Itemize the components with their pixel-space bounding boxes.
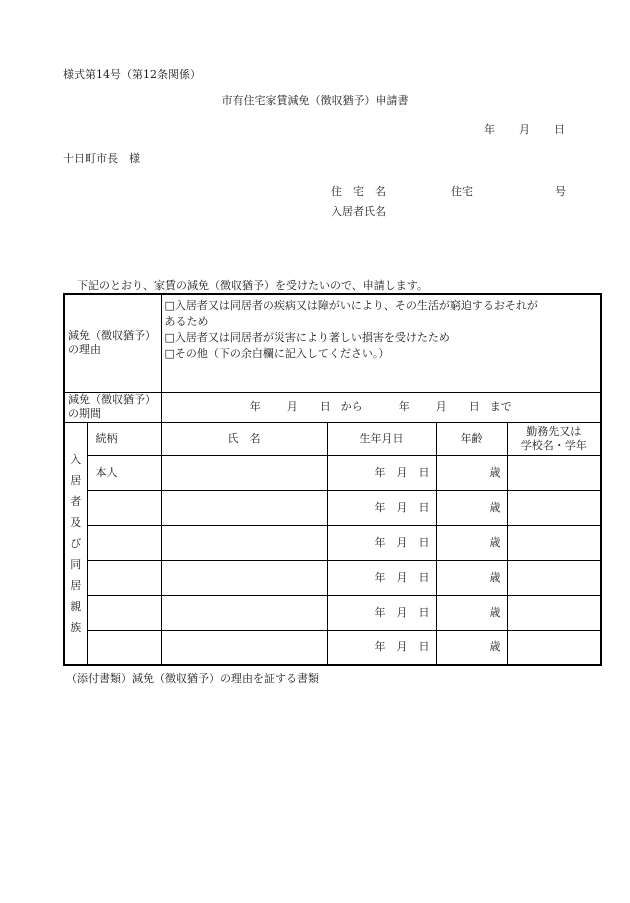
member-name[interactable] [161, 560, 327, 595]
header-age: 年齢 [436, 422, 507, 455]
from-text: から [340, 400, 363, 413]
to-month: 月 [435, 400, 447, 413]
date-month: 月 [519, 123, 530, 136]
header-birthdate: 生年月日 [327, 422, 436, 455]
members-header-row [64, 422, 601, 455]
member-name[interactable] [161, 490, 327, 525]
housing-name-label: 住 宅 名 [331, 185, 386, 198]
member-relation[interactable]: 本人 [87, 455, 161, 490]
from-month: 月 [286, 400, 298, 413]
member-age[interactable]: 歳 [436, 560, 507, 595]
application-date [484, 121, 565, 137]
member-workplace[interactable] [507, 595, 601, 630]
period-row [64, 392, 601, 422]
member-birthdate[interactable]: 年 月 日 [327, 455, 436, 490]
reason-label-cell [64, 294, 161, 392]
member-workplace[interactable] [507, 560, 601, 595]
reason-option-disaster[interactable]: □入居者又は同居者が災害により著しい損害を受けたため [164, 331, 450, 344]
member-birthdate[interactable]: 年 月 日 [327, 490, 436, 525]
application-table [63, 293, 602, 666]
date-year: 年 [484, 123, 495, 136]
header-name: 氏 名 [161, 422, 327, 455]
document-title: 市有住宅家賃減免（徴収猶予）申請書 [221, 94, 409, 107]
addressee: 十日町市長 様 [63, 152, 140, 165]
intro-text: 下記のとおり、家賃の減免（徴収猶予）を受けたいので、申請します。 [77, 279, 428, 292]
reason-option-illness[interactable]: □入居者又は同居者の疾病又は障がいにより、その生活が窮迫するおそれが [164, 299, 538, 312]
member-age[interactable]: 歳 [436, 595, 507, 630]
member-name[interactable] [161, 525, 327, 560]
to-day: 日 [468, 400, 480, 413]
reason-option-other[interactable]: □その他（下の余白欄に記入してください。） [164, 347, 390, 360]
attachment-note: （添付書類）減免（徴収猶予）の理由を証する書類 [66, 672, 319, 685]
member-name[interactable] [161, 630, 327, 665]
from-year: 年 [249, 400, 261, 413]
housing-suffix: 住宅 [451, 185, 473, 198]
member-row [64, 490, 601, 525]
member-workplace[interactable] [507, 490, 601, 525]
member-relation[interactable] [87, 630, 161, 665]
member-relation[interactable] [87, 490, 161, 525]
member-row [64, 630, 601, 665]
period-label-line1: 減免（徴収猶予） [68, 393, 156, 406]
reason-label-line2: の理由 [68, 343, 101, 357]
member-relation[interactable] [87, 525, 161, 560]
member-row [64, 595, 601, 630]
from-day: 日 [319, 400, 331, 413]
member-age[interactable]: 歳 [436, 490, 507, 525]
members-side-label: 入 居 者 及 び 同 居 親 族 [64, 422, 87, 665]
member-age[interactable]: 歳 [436, 455, 507, 490]
member-birthdate[interactable]: 年 月 日 [327, 630, 436, 665]
member-workplace[interactable] [507, 525, 601, 560]
header-workplace: 勤務先又は 学校名・学年 [507, 422, 601, 455]
to-year: 年 [398, 400, 410, 413]
member-name[interactable] [161, 455, 327, 490]
member-name[interactable] [161, 595, 327, 630]
applicant-block [331, 183, 571, 223]
period-value-cell[interactable] [161, 392, 601, 422]
reason-option-illness-cont: あるため [164, 315, 209, 328]
member-workplace[interactable] [507, 630, 601, 665]
member-row [64, 525, 601, 560]
resident-name-label: 入居者氏名 [331, 205, 386, 218]
room-number-suffix: 号 [555, 185, 566, 198]
header-relation: 続柄 [87, 422, 161, 455]
date-day: 日 [554, 123, 565, 136]
to-text: まで [489, 400, 512, 413]
member-birthdate[interactable]: 年 月 日 [327, 595, 436, 630]
member-birthdate[interactable]: 年 月 日 [327, 525, 436, 560]
member-relation[interactable] [87, 560, 161, 595]
period-label-cell [64, 392, 161, 422]
member-age[interactable]: 歳 [436, 630, 507, 665]
member-relation[interactable] [87, 595, 161, 630]
period-label-line2: の期間 [68, 407, 101, 420]
member-workplace[interactable] [507, 455, 601, 490]
member-age[interactable]: 歳 [436, 525, 507, 560]
member-birthdate[interactable]: 年 月 日 [327, 560, 436, 595]
reason-label-line1: 減免（徴収猶予） [68, 329, 156, 343]
reason-row [64, 294, 601, 392]
form-number: 様式第14号（第12条関係） [63, 68, 201, 81]
member-row [64, 560, 601, 595]
member-row [64, 455, 601, 490]
reason-options-cell [161, 294, 601, 392]
